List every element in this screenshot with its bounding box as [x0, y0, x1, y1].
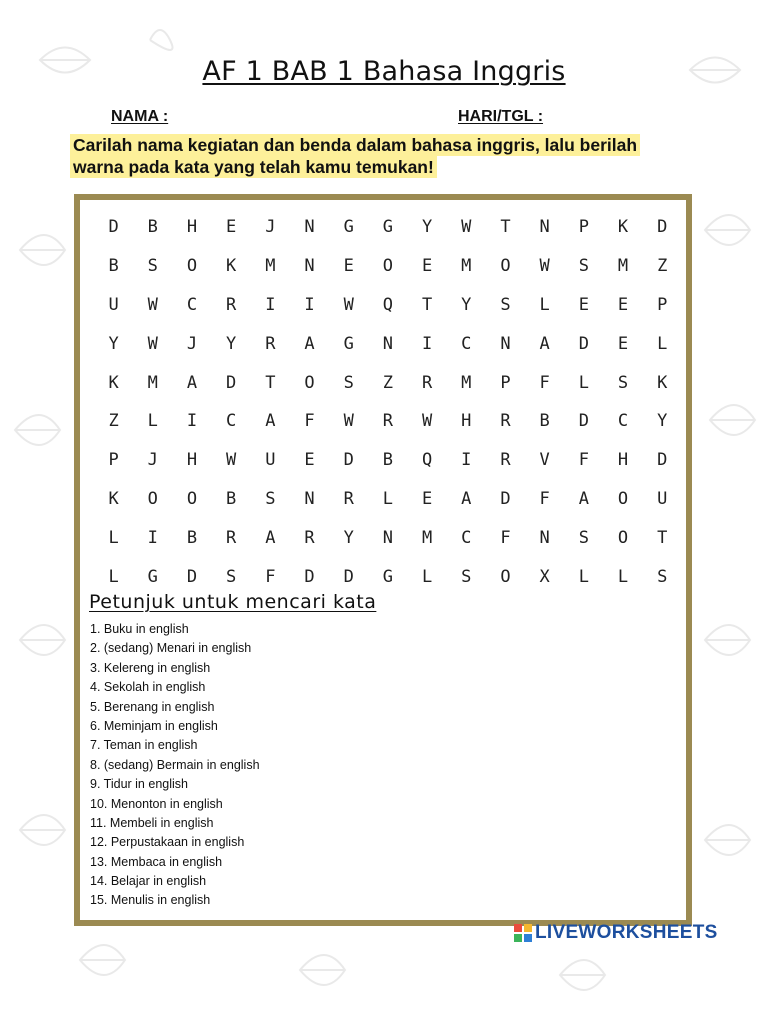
grid-letter[interactable]: K [617, 217, 629, 238]
grid-letter[interactable]: P [657, 294, 668, 315]
grid-letter[interactable]: R [382, 411, 394, 432]
grid-letter[interactable]: D [304, 566, 315, 587]
grid-letter[interactable]: Y [421, 217, 433, 238]
grid-letter[interactable]: D [186, 566, 198, 587]
grid-letter[interactable]: L [617, 566, 629, 587]
grid-letter[interactable]: W [539, 256, 550, 277]
grid-letter[interactable]: L [147, 411, 158, 432]
grid-letter[interactable]: E [421, 256, 433, 277]
grid-letter[interactable]: S [461, 566, 472, 587]
clues-list [90, 620, 260, 911]
grid-letter[interactable]: Y [108, 333, 119, 354]
grid-letter[interactable]: D [343, 450, 354, 471]
grid-letter[interactable]: O [304, 372, 315, 393]
grid-letter[interactable]: B [147, 217, 158, 238]
grid-letter[interactable]: K [226, 256, 237, 277]
clue-item: 1. Buku in english [90, 622, 189, 636]
clue-item: 3. Kelereng in english [90, 660, 211, 675]
grid-letter[interactable]: R [421, 372, 433, 393]
grid-letter[interactable]: K [657, 372, 668, 393]
liveworksheets-logo-icon [514, 924, 532, 942]
grid-letter[interactable]: F [539, 372, 550, 393]
grid-letter[interactable]: S [578, 256, 589, 277]
hari-tgl-label: HARI/TGL : [458, 108, 544, 125]
grid-letter[interactable]: A [304, 333, 315, 354]
grid-letter[interactable]: W [226, 450, 237, 471]
grid-letter[interactable]: A [461, 488, 472, 509]
grid-letter[interactable]: P [108, 450, 119, 471]
grid-letter[interactable]: A [265, 527, 276, 548]
grid-letter[interactable]: X [539, 566, 550, 587]
grid-letter[interactable]: W [461, 217, 472, 238]
grid-letter[interactable]: O [382, 256, 394, 277]
grid-letter[interactable]: B [186, 527, 198, 548]
grid-letter[interactable]: Y [657, 411, 668, 432]
grid-letter[interactable]: C [461, 333, 472, 354]
grid-letter[interactable]: R [265, 333, 276, 354]
grid-letter[interactable]: S [265, 488, 276, 509]
grid-letter[interactable]: B [382, 450, 394, 471]
grid-letter[interactable]: P [500, 372, 511, 393]
word-search-grid [94, 208, 682, 596]
grid-letter[interactable]: D [657, 450, 668, 471]
grid-letter[interactable]: M [617, 256, 629, 277]
grid-letter[interactable]: T [421, 294, 433, 315]
grid-letter[interactable]: Z [382, 372, 394, 393]
clue-item: 5. Berenang in english [90, 699, 215, 714]
grid-letter[interactable]: R [304, 527, 315, 548]
grid-letter[interactable]: C [617, 411, 629, 432]
word-search-frame [74, 194, 692, 926]
grid-letter[interactable]: J [186, 333, 198, 354]
liveworksheets-logo [514, 922, 718, 944]
grid-letter[interactable]: N [382, 527, 394, 548]
grid-letter[interactable]: Y [343, 527, 354, 548]
grid-letter[interactable]: H [186, 217, 198, 238]
grid-letter[interactable]: D [108, 217, 119, 238]
grid-letter[interactable]: T [657, 527, 668, 548]
grid-letter[interactable]: S [226, 566, 237, 587]
grid-letter[interactable]: L [578, 566, 589, 587]
grid-letter[interactable]: H [186, 450, 198, 471]
grid-letter[interactable]: N [304, 256, 315, 277]
grid-letter[interactable]: N [304, 217, 315, 238]
grid-letter[interactable]: F [265, 566, 276, 587]
grid-letter[interactable]: G [147, 566, 158, 587]
grid-letter[interactable]: I [147, 527, 158, 548]
grid-letter[interactable]: N [539, 527, 550, 548]
grid-letter[interactable]: G [382, 217, 394, 238]
grid-letter[interactable]: T [265, 372, 276, 393]
grid-letter[interactable]: K [108, 372, 119, 393]
grid-letter[interactable]: R [500, 411, 511, 432]
grid-letter[interactable]: L [578, 372, 589, 393]
grid-letter[interactable]: I [186, 411, 198, 432]
page-title: AF 1 BAB 1 Bahasa Inggris [202, 56, 566, 87]
grid-letter[interactable]: R [343, 488, 354, 509]
grid-letter[interactable]: R [226, 527, 237, 548]
grid-letter[interactable]: O [500, 566, 511, 587]
grid-letter[interactable]: S [578, 527, 589, 548]
clue-item: 13. Membaca in english [90, 854, 223, 869]
grid-letter[interactable]: S [500, 294, 511, 315]
grid-letter[interactable]: J [265, 217, 276, 238]
grid-letter[interactable]: E [578, 294, 589, 315]
grid-letter[interactable]: F [578, 450, 589, 471]
grid-letter[interactable]: H [617, 450, 629, 471]
clue-item: 12. Perpustakaan in english [90, 835, 245, 850]
grid-letter[interactable]: N [539, 217, 550, 238]
grid-letter[interactable]: R [226, 294, 237, 315]
instruction-text: Carilah nama kegiatan dan benda dalam bahasa inggris, lalu berilah warna pada kata yang telah kamu temukan! [70, 134, 686, 178]
grid-letter[interactable]: S [617, 372, 629, 393]
grid-letter[interactable]: O [500, 256, 511, 277]
clue-item: 2. (sedang) Menari in english [90, 641, 252, 656]
grid-letter[interactable]: S [147, 256, 158, 277]
clue-item: 6. Meminjam in english [90, 718, 218, 733]
grid-letter[interactable]: L [108, 527, 119, 548]
grid-letter[interactable]: E [226, 217, 237, 238]
grid-letter[interactable]: O [186, 488, 198, 509]
clue-item: 11. Membeli in english [90, 815, 214, 830]
grid-letter[interactable]: T [500, 217, 511, 238]
nama-label: NAMA : [111, 108, 169, 125]
grid-letter[interactable]: Q [421, 450, 433, 471]
grid-letter[interactable]: E [421, 488, 433, 509]
grid-letter[interactable]: F [304, 411, 315, 432]
grid-letter[interactable]: E [343, 256, 354, 277]
grid-letter[interactable]: K [108, 488, 119, 509]
clue-item: 4. Sekolah in english [90, 680, 206, 695]
grid-letter[interactable]: O [147, 488, 158, 509]
clues-title: Petunjuk untuk mencari kata [89, 591, 377, 613]
grid-letter[interactable]: P [578, 217, 589, 238]
grid-letter[interactable]: D [657, 217, 668, 238]
grid-letter[interactable]: L [421, 566, 433, 587]
grid-letter[interactable]: A [186, 372, 198, 393]
grid-letter[interactable]: I [421, 333, 433, 354]
clue-item: 7. Teman in english [90, 738, 198, 753]
clue-item: 9. Tidur in english [90, 777, 188, 792]
grid-letter[interactable]: R [500, 450, 511, 471]
grid-letter[interactable]: S [343, 372, 354, 393]
grid-letter[interactable]: Z [657, 256, 668, 277]
grid-letter[interactable]: M [461, 256, 472, 277]
grid-letter[interactable]: Z [108, 411, 119, 432]
grid-letter[interactable]: H [461, 411, 472, 432]
grid-letter[interactable]: M [147, 372, 158, 393]
grid-letter[interactable]: F [500, 527, 511, 548]
grid-letter[interactable]: G [343, 333, 354, 354]
grid-letter[interactable]: W [343, 411, 354, 432]
grid-letter[interactable]: S [657, 566, 668, 587]
grid-letter[interactable]: N [500, 333, 511, 354]
grid-letter[interactable]: D [578, 333, 589, 354]
grid-letter[interactable]: L [539, 294, 550, 315]
grid-letter[interactable]: L [108, 566, 119, 587]
grid-letter[interactable]: N [304, 488, 315, 509]
grid-letter[interactable]: A [265, 411, 276, 432]
grid-letter[interactable]: I [304, 294, 315, 315]
grid-letter[interactable]: E [617, 294, 629, 315]
grid-letter[interactable]: W [421, 411, 433, 432]
grid-letter[interactable]: F [539, 488, 550, 509]
grid-letter[interactable]: B [108, 256, 119, 277]
grid-letter[interactable]: C [461, 527, 472, 548]
clue-item: 8. (sedang) Bermain in english [90, 757, 260, 772]
grid-letter[interactable]: L [657, 333, 668, 354]
grid-letter[interactable]: M [265, 256, 276, 277]
grid-letter[interactable]: Y [461, 294, 472, 315]
grid-letter[interactable]: Q [382, 294, 394, 315]
grid-letter[interactable]: A [578, 488, 589, 509]
grid-letter[interactable]: O [186, 256, 198, 277]
grid-letter[interactable]: B [226, 488, 237, 509]
grid-letter[interactable]: J [147, 450, 158, 471]
grid-letter[interactable]: U [108, 294, 119, 315]
grid-letter[interactable]: N [382, 333, 394, 354]
grid-letter[interactable]: I [265, 294, 276, 315]
grid-letter[interactable]: W [147, 294, 158, 315]
grid-letter[interactable]: D [226, 372, 237, 393]
grid-letter[interactable]: V [539, 450, 550, 471]
grid-letter[interactable]: D [578, 411, 589, 432]
grid-letter[interactable]: W [343, 294, 354, 315]
brand-name: LIVEWORKSHEETS [535, 922, 718, 943]
grid-letter[interactable]: I [461, 450, 472, 471]
clue-item: 14. Belajar in english [90, 874, 207, 889]
clue-item: 10. Menonton in english [90, 796, 223, 811]
grid-letter[interactable]: O [617, 527, 629, 548]
grid-letter[interactable]: Y [226, 333, 237, 354]
clue-item: 15. Menulis in english [90, 893, 211, 908]
grid-letter[interactable]: L [382, 488, 394, 509]
grid-letter[interactable]: O [617, 488, 629, 509]
grid-letter[interactable]: E [304, 450, 315, 471]
grid-letter[interactable]: E [617, 333, 629, 354]
grid-letter[interactable]: G [382, 566, 394, 587]
grid-letter[interactable]: C [226, 411, 237, 432]
grid-letter[interactable]: U [657, 488, 668, 509]
grid-letter[interactable]: C [186, 294, 198, 315]
grid-letter[interactable]: G [343, 217, 354, 238]
grid-letter[interactable]: M [421, 527, 433, 548]
grid-letter[interactable]: B [539, 411, 550, 432]
grid-letter[interactable]: W [147, 333, 158, 354]
grid-letter[interactable]: A [539, 333, 550, 354]
grid-letter[interactable]: D [343, 566, 354, 587]
grid-letter[interactable]: M [461, 372, 472, 393]
grid-letter[interactable]: U [265, 450, 276, 471]
grid-letter[interactable]: D [500, 488, 511, 509]
